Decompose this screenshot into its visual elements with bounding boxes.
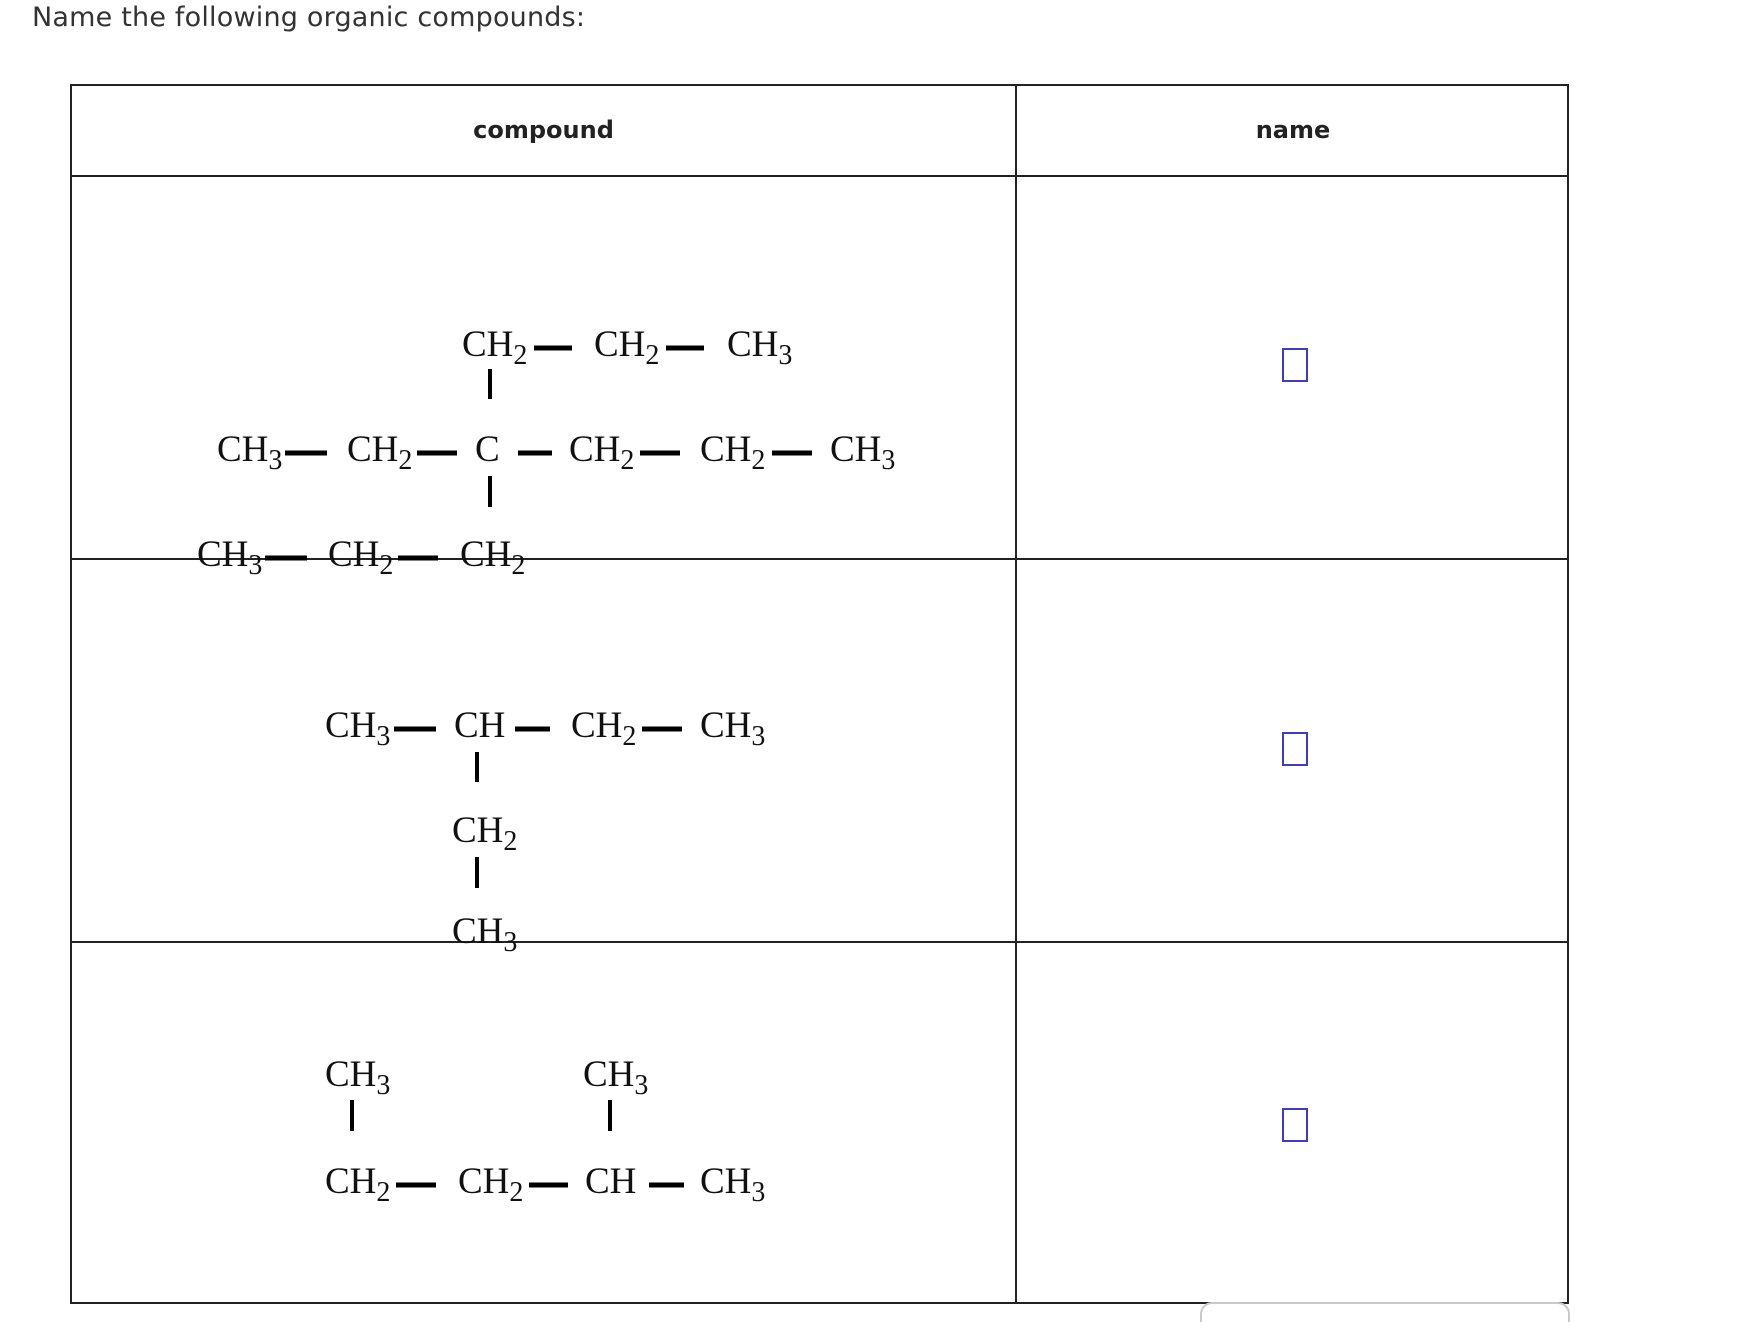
compound-structure-2 xyxy=(72,560,1016,958)
group-ch3: $CH_3$ xyxy=(583,1054,649,1101)
group-ch3: $CH_3$ xyxy=(197,534,263,581)
group-ch2: $CH_2$ xyxy=(462,324,528,371)
group-ch3: $CH_3$ xyxy=(325,1054,391,1101)
question-prompt: Name the following organic compounds: xyxy=(32,2,586,33)
group-ch2: $CH_2$ xyxy=(347,429,413,476)
name-input-3[interactable] xyxy=(1282,1108,1308,1142)
group-ch2: $CH_2$ xyxy=(569,429,635,476)
group-ch2: $CH_2$ xyxy=(594,324,660,371)
group-ch3: $CH_3$ xyxy=(452,911,518,958)
group-ch2: $CH_2$ xyxy=(571,705,637,752)
compound-structure-1 xyxy=(72,177,1016,581)
group-ch2: $CH_2$ xyxy=(458,1161,524,1208)
group-ch2: $CH_2$ xyxy=(460,534,526,581)
group-ch: CH xyxy=(585,1161,637,1202)
group-ch3: $CH_3$ xyxy=(830,429,896,476)
group-ch2: $CH_2$ xyxy=(700,429,766,476)
group-ch3: $CH_3$ xyxy=(727,324,793,371)
compound-structure-3 xyxy=(72,943,1016,1306)
compounds-table xyxy=(70,84,1569,1304)
group-ch2: $CH_2$ xyxy=(325,1161,391,1208)
name-input-2[interactable] xyxy=(1282,732,1308,766)
group-ch3: $CH_3$ xyxy=(325,705,391,752)
group-ch3: $CH_3$ xyxy=(217,429,283,476)
group-ch: CH xyxy=(454,705,506,746)
header-compound: compound xyxy=(473,116,614,144)
group-ch3: $CH_3$ xyxy=(700,705,766,752)
name-input-1[interactable] xyxy=(1282,348,1308,382)
atom-c: C xyxy=(475,429,500,470)
header-name: name xyxy=(1255,116,1331,144)
group-ch2: $CH_2$ xyxy=(328,534,394,581)
bottom-panel-tab[interactable] xyxy=(1200,1302,1570,1322)
group-ch3: $CH_3$ xyxy=(700,1161,766,1208)
group-ch2: $CH_2$ xyxy=(452,810,518,857)
